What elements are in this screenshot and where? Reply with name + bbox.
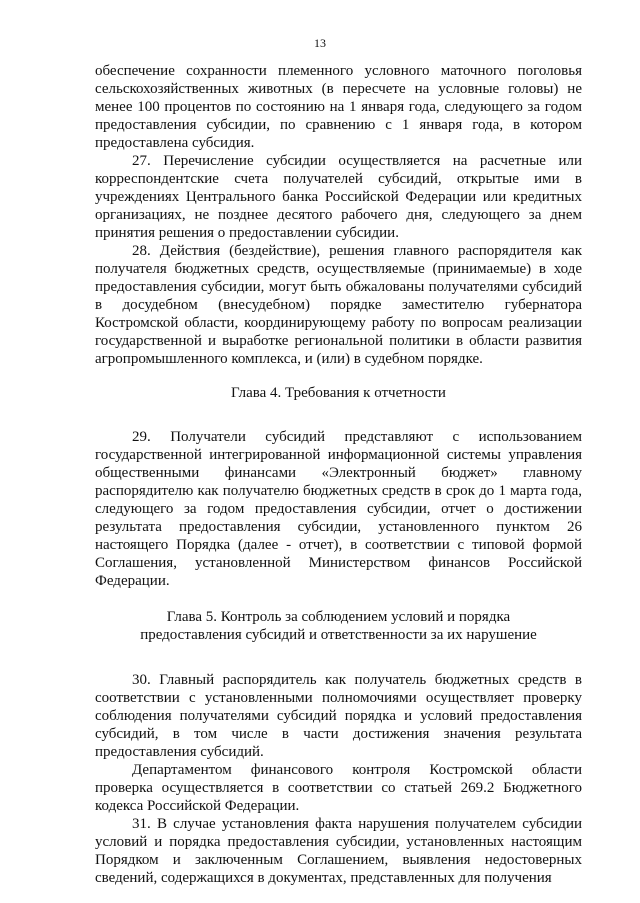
paragraph-continuation: обеспечение сохранности племенного условного маточного поголовья сельскохозяйственных животных (в пересчете на условные головы) не менее 100 процентов по состоянию на 1 января года, следующего за годом предоставления субсидии, по сравнению с 1 января года, в котором предоставлена субсидия. bbox=[95, 63, 582, 151]
chapter-5-heading bbox=[95, 608, 582, 644]
chapter-5-heading-line-1: Глава 5. Контроль за соблюдением условий и порядка bbox=[166, 609, 511, 625]
document-body bbox=[95, 62, 582, 887]
paragraph-28: 28. Действия (бездействие), решения главного распорядителя как получателя бюджетных средств, осуществляемые (принимаемые) в ходе предоставления субсидии, могут быть обжалованы получателями субсидий в досудебном (внесудебном) порядке заместителю губернатора Костромской области, координирующему работу по вопросам реализации государственной и выработке региональной политики в области развития агропромышленного комплекса, и (или) в судебном порядке. bbox=[95, 243, 582, 367]
paragraph-30-continued: Департаментом финансового контроля Костромской области проверка осуществляется в соответствии со статьей 269.2 Бюджетного кодекса Российской Федерации. bbox=[95, 762, 582, 814]
chapter-4-heading: Глава 4. Требования к отчетности bbox=[231, 385, 446, 401]
paragraph-27: 27. Перечисление субсидии осуществляется на расчетные или корреспондентские счета получателей субсидий, открытые ими в учреждениях Центрального банка Российской Федерации или кредитных организациях, не позднее десятого рабочего дня, следующего за днем принятия решения о предоставлении субсидии. bbox=[95, 153, 582, 241]
chapter-5-heading-line-2: предоставления субсидий и ответственности за их нарушение bbox=[140, 627, 537, 643]
page-number: 13 bbox=[314, 36, 326, 50]
paragraph-31: 31. В случае установления факта нарушения получателем субсидии условий и порядка предоставления субсидии, установленных настоящим Порядком и заключенным Соглашением, выявления недостоверных сведений, содержащихся в документах, представленных для получения bbox=[95, 816, 582, 886]
paragraph-29: 29. Получатели субсидий представляют с использованием государственной интегрированной информационной системы управления общественными финансами «Электронный бюджет» главному распорядителю как получателю бюджетных средств в срок до 1 марта года, следующего за годом предоставления субсидии, отчет о достижении результата предоставления субсидии, установленного пунктом 26 настоящего Порядка (далее - отчет), в соответствии с типовой формой Соглашения, установленной Министерством финансов Российской Федерации. bbox=[95, 429, 582, 589]
paragraph-30: 30. Главный распорядитель как получатель бюджетных средств в соответствии с установленными полномочиями осуществляет проверку соблюдения получателями субсидий порядка и условий предоставления субсидий, в том числе в части достижения значения результата предоставления субсидий. bbox=[95, 672, 582, 760]
